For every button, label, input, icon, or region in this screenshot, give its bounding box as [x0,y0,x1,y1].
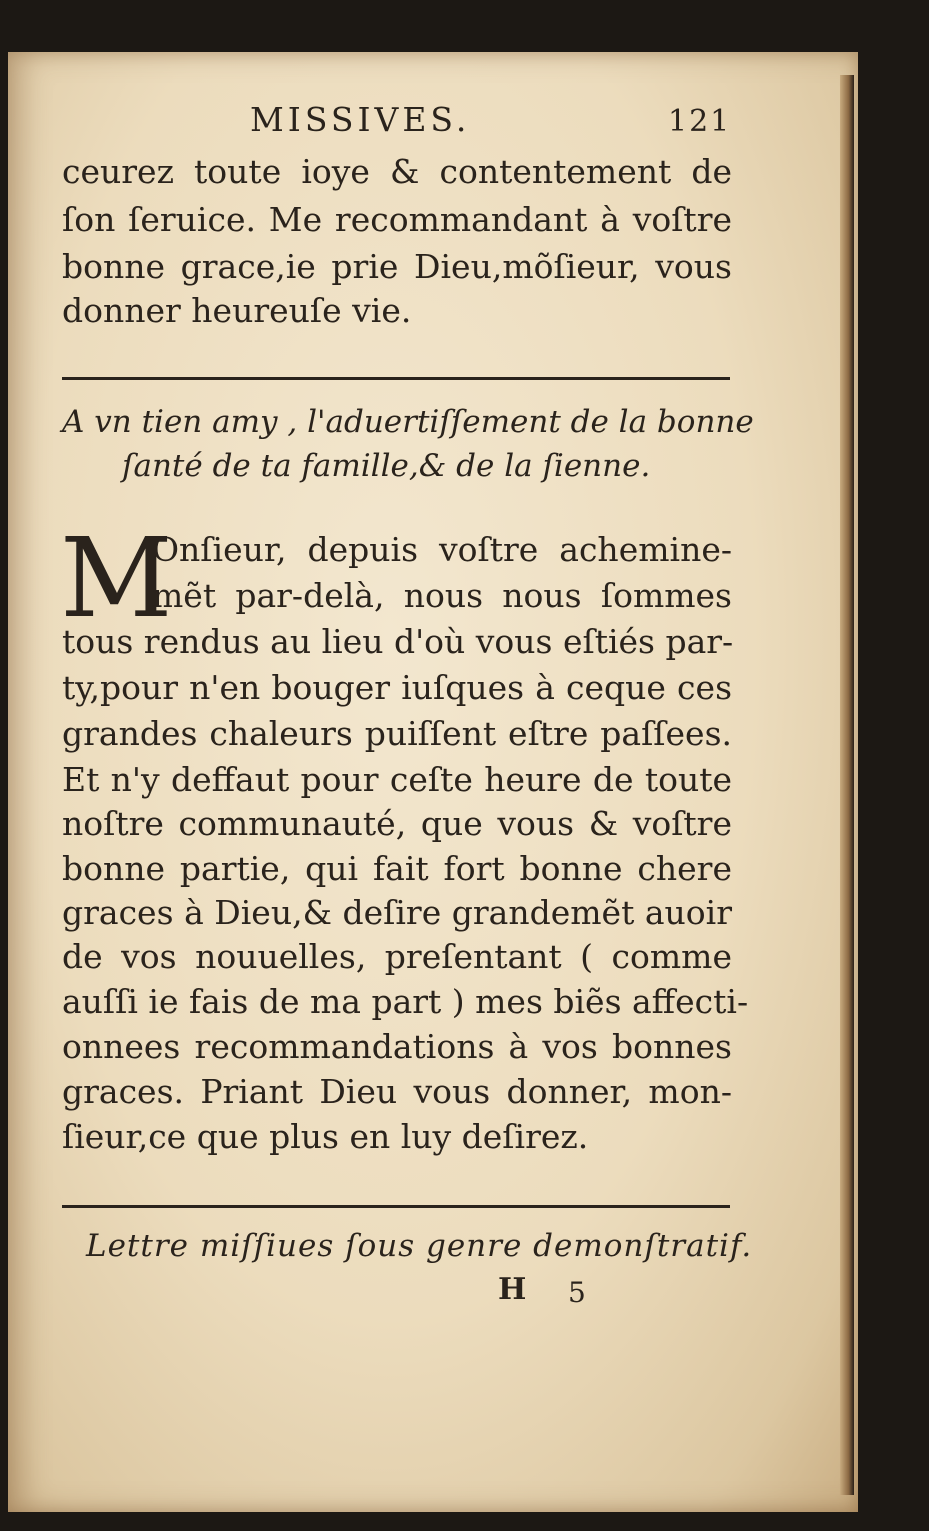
text-line: ſon ſeruice. Me recommandant à voſtre [62,200,732,239]
letter-heading-line: A vn tien amy , l'aduertiſſement de la bonne [62,404,754,440]
signature-number: 5 [568,1276,586,1309]
text-line: Et n'y deffaut pour ceſte heure de toute [62,760,732,799]
page-edge [840,75,854,1495]
text-line: graces. Priant Dieu vous donner, mon- [62,1072,732,1111]
text-line: de vos nouuelles, preſentant ( comme [62,937,732,976]
text-line: bonne partie, qui fait fort bonne chere [62,849,732,888]
divider-rule [62,377,730,380]
page-number: 121 [668,104,732,139]
text-line: graces à Dieu,& deſire grandemẽt auoir [62,893,732,932]
text-line: ceurez toute ioye & contentement de [62,152,732,191]
text-line: grandes chaleurs puiſſent eſtre paſſees. [62,714,732,753]
running-title: MISSIVES. [250,100,471,139]
divider-rule [62,1205,730,1208]
text-line: tous rendus au lieu d'où vous eſtiés par- [62,622,734,661]
footer-title: Lettre miſſiues ſous genre demonſtratif. [86,1228,753,1264]
text-line: bonne grace,ie prie Dieu,mõſieur, vous [62,247,732,286]
text-line: ty,pour n'en bouger iuſques à ceque ces [62,668,732,707]
signature-mark: H [498,1272,527,1307]
text-line: onnees recommandations à vos bonnes [62,1027,732,1066]
text-line: donner heureuſe vie. [62,291,412,330]
letter-heading-line: ſanté de ta famille,& de la ſienne. [122,448,651,484]
text-line: noſtre communauté, que vous & voſtre [62,804,732,843]
text-line: ſieur,ce que plus en luy deſirez. [62,1117,589,1156]
text-line: auſſi ie fais de ma part ) mes biẽs affecti- [62,982,749,1021]
drop-cap: M [60,514,173,642]
text-line: Onſieur, depuis voſtre achemine- [152,530,732,569]
text-line: mẽt par-delà, nous nous ſommes [152,576,732,615]
